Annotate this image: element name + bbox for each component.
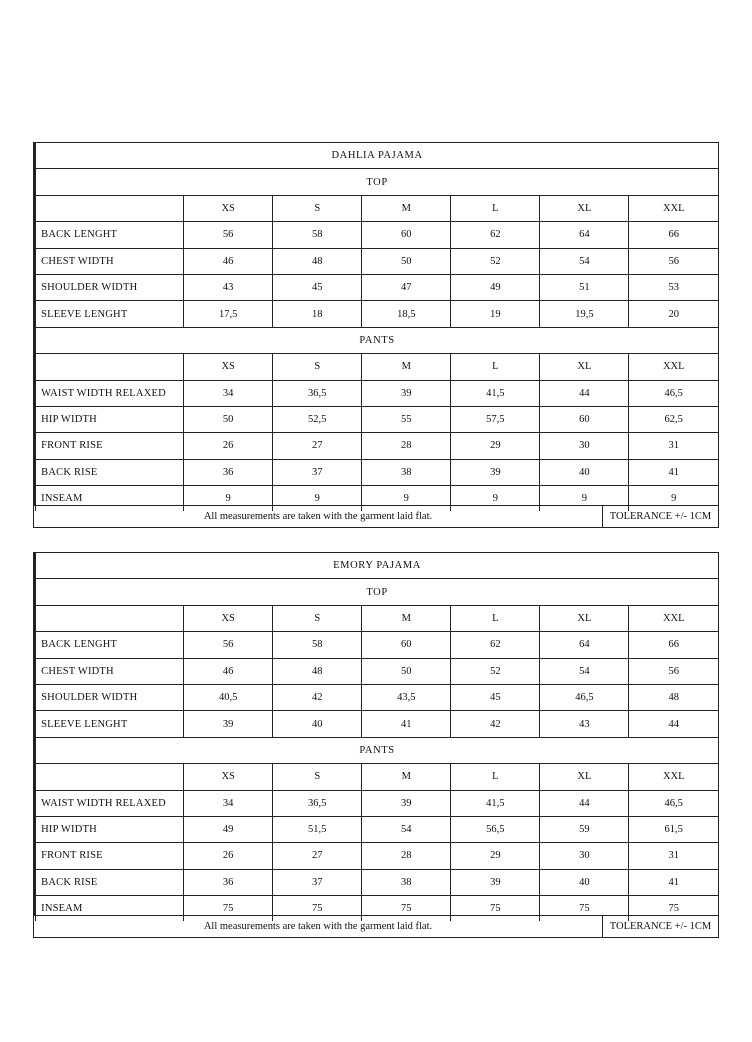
measure-value: 53 bbox=[629, 274, 718, 300]
table-row bbox=[36, 301, 718, 327]
measure-value: 46 bbox=[184, 248, 273, 274]
measure-value: 46,5 bbox=[540, 684, 629, 710]
measure-value: 28 bbox=[362, 843, 451, 869]
size-header-s: S bbox=[273, 605, 362, 631]
table-row bbox=[36, 632, 718, 658]
table-row bbox=[36, 816, 718, 842]
product-photo-dahlia bbox=[34, 143, 35, 505]
measure-value: 41 bbox=[629, 459, 718, 485]
table-row bbox=[36, 459, 718, 485]
measure-value: 58 bbox=[273, 632, 362, 658]
measure-value: 18,5 bbox=[362, 301, 451, 327]
measure-value: 40 bbox=[540, 869, 629, 895]
measure-value: 9 bbox=[451, 486, 540, 512]
measure-value: 66 bbox=[629, 632, 718, 658]
size-header-s: S bbox=[273, 195, 362, 221]
measure-value: 9 bbox=[629, 486, 718, 512]
measure-value: 75 bbox=[540, 896, 629, 922]
table-row bbox=[36, 380, 718, 406]
measure-value: 52 bbox=[451, 658, 540, 684]
size-header-l: L bbox=[451, 764, 540, 790]
size-header-xl: XL bbox=[540, 354, 629, 380]
measure-value: 39 bbox=[451, 459, 540, 485]
size-header-l: L bbox=[451, 354, 540, 380]
measure-value: 56 bbox=[629, 248, 718, 274]
measure-value: 29 bbox=[451, 433, 540, 459]
measure-value: 52,5 bbox=[273, 406, 362, 432]
product-photo-emory bbox=[34, 553, 35, 915]
footer-note: All measurements are taken with the garment laid flat. bbox=[203, 921, 433, 933]
measure-label: HIP WIDTH bbox=[36, 406, 184, 432]
measure-label: BACK RISE bbox=[36, 459, 184, 485]
table-row-section bbox=[36, 579, 718, 605]
measure-value: 51 bbox=[540, 274, 629, 300]
measure-label: BACK RISE bbox=[36, 869, 184, 895]
size-header-xl: XL bbox=[540, 764, 629, 790]
measure-value: 75 bbox=[273, 896, 362, 922]
measure-value: 52 bbox=[451, 248, 540, 274]
table-row-section bbox=[36, 327, 718, 353]
measure-value: 50 bbox=[362, 248, 451, 274]
table-row-size-header bbox=[36, 195, 718, 221]
measure-value: 48 bbox=[273, 658, 362, 684]
measure-value: 34 bbox=[184, 380, 273, 406]
measure-value: 39 bbox=[362, 790, 451, 816]
measure-value: 40,5 bbox=[184, 684, 273, 710]
measure-value: 47 bbox=[362, 274, 451, 300]
footer-row bbox=[34, 505, 718, 527]
spec-block-dahlia bbox=[33, 142, 719, 528]
measure-label: BACK LENGHT bbox=[36, 222, 184, 248]
spec-block-emory bbox=[33, 552, 719, 938]
measure-value: 36,5 bbox=[273, 380, 362, 406]
section-title-top: TOP bbox=[36, 579, 718, 605]
measure-value: 39 bbox=[184, 711, 273, 737]
empty-corner bbox=[36, 354, 184, 380]
section-title-pants: PANTS bbox=[36, 327, 718, 353]
size-header-xxl: XXL bbox=[629, 195, 718, 221]
measure-label: FRONT RISE bbox=[36, 843, 184, 869]
size-header-s: S bbox=[273, 764, 362, 790]
footer-note: All measurements are taken with the garment laid flat. bbox=[203, 511, 433, 523]
measure-value: 61,5 bbox=[629, 816, 718, 842]
measure-value: 19,5 bbox=[540, 301, 629, 327]
size-header-xs: XS bbox=[184, 195, 273, 221]
measure-value: 55 bbox=[362, 406, 451, 432]
measure-value: 75 bbox=[451, 896, 540, 922]
measure-value: 27 bbox=[273, 433, 362, 459]
measure-value: 31 bbox=[629, 433, 718, 459]
table-row bbox=[36, 869, 718, 895]
measure-value: 58 bbox=[273, 222, 362, 248]
table-row-section bbox=[36, 737, 718, 763]
measure-value: 37 bbox=[273, 459, 362, 485]
measure-value: 45 bbox=[273, 274, 362, 300]
block-title: EMORY PAJAMA bbox=[36, 553, 718, 579]
footer-row bbox=[34, 915, 718, 937]
tolerance-note: TOLERANCE +/- 1CM bbox=[602, 506, 718, 527]
measure-value: 44 bbox=[540, 790, 629, 816]
measure-value: 42 bbox=[451, 711, 540, 737]
measure-label: WAIST WIDTH RELAXED bbox=[36, 790, 184, 816]
measure-value: 41,5 bbox=[451, 790, 540, 816]
measure-value: 29 bbox=[451, 843, 540, 869]
table-row bbox=[36, 406, 718, 432]
measure-value: 39 bbox=[362, 380, 451, 406]
measure-label: WAIST WIDTH RELAXED bbox=[36, 380, 184, 406]
measure-value: 39 bbox=[451, 869, 540, 895]
measure-value: 42 bbox=[273, 684, 362, 710]
measure-value: 50 bbox=[184, 406, 273, 432]
size-header-xs: XS bbox=[184, 764, 273, 790]
measure-value: 36,5 bbox=[273, 790, 362, 816]
table-row-section bbox=[36, 169, 718, 195]
table-row bbox=[36, 658, 718, 684]
measure-value: 75 bbox=[184, 896, 273, 922]
size-header-l: L bbox=[451, 195, 540, 221]
measure-value: 64 bbox=[540, 632, 629, 658]
measure-value: 75 bbox=[362, 896, 451, 922]
section-title-pants: PANTS bbox=[36, 737, 718, 763]
measure-label: CHEST WIDTH bbox=[36, 658, 184, 684]
table-row-size-header bbox=[36, 354, 718, 380]
empty-corner bbox=[36, 195, 184, 221]
measure-label: CHEST WIDTH bbox=[36, 248, 184, 274]
measure-value: 26 bbox=[184, 843, 273, 869]
size-header-xs: XS bbox=[184, 354, 273, 380]
measure-value: 54 bbox=[540, 658, 629, 684]
table-row-size-header bbox=[36, 605, 718, 631]
measure-value: 41,5 bbox=[451, 380, 540, 406]
measure-value: 56 bbox=[184, 632, 273, 658]
measure-value: 56,5 bbox=[451, 816, 540, 842]
measure-label: SHOULDER WIDTH bbox=[36, 684, 184, 710]
measure-value: 46,5 bbox=[629, 790, 718, 816]
table-row-size-header bbox=[36, 764, 718, 790]
table-row bbox=[36, 222, 718, 248]
measure-value: 37 bbox=[273, 869, 362, 895]
tolerance-note: TOLERANCE +/- 1CM bbox=[602, 916, 718, 937]
table-row-title bbox=[36, 553, 718, 579]
measure-value: 60 bbox=[362, 632, 451, 658]
measure-value: 34 bbox=[184, 790, 273, 816]
measure-value: 45 bbox=[451, 684, 540, 710]
measure-value: 64 bbox=[540, 222, 629, 248]
measure-value: 57,5 bbox=[451, 406, 540, 432]
measure-value: 43 bbox=[540, 711, 629, 737]
measure-value: 41 bbox=[362, 711, 451, 737]
size-header-m: M bbox=[362, 354, 451, 380]
measure-value: 62 bbox=[451, 222, 540, 248]
measure-label: FRONT RISE bbox=[36, 433, 184, 459]
measure-value: 60 bbox=[362, 222, 451, 248]
measure-value: 9 bbox=[273, 486, 362, 512]
measure-value: 46 bbox=[184, 658, 273, 684]
measurement-table-emory bbox=[35, 553, 718, 915]
measure-value: 56 bbox=[629, 658, 718, 684]
measure-value: 20 bbox=[629, 301, 718, 327]
size-header-xxl: XXL bbox=[629, 764, 718, 790]
size-header-m: M bbox=[362, 605, 451, 631]
size-header-xl: XL bbox=[540, 195, 629, 221]
measure-label: SLEEVE LENGHT bbox=[36, 301, 184, 327]
measure-label: HIP WIDTH bbox=[36, 816, 184, 842]
measure-value: 49 bbox=[451, 274, 540, 300]
measure-value: 31 bbox=[629, 843, 718, 869]
measure-label: INSEAM bbox=[36, 896, 184, 922]
table-row bbox=[36, 843, 718, 869]
measure-value: 44 bbox=[629, 711, 718, 737]
measure-value: 43 bbox=[184, 274, 273, 300]
block-title: DAHLIA PAJAMA bbox=[36, 143, 718, 169]
size-header-m: M bbox=[362, 195, 451, 221]
size-header-s: S bbox=[273, 354, 362, 380]
table-row bbox=[36, 433, 718, 459]
size-header-xxl: XXL bbox=[629, 605, 718, 631]
block-body bbox=[34, 553, 718, 915]
measurement-table-dahlia bbox=[35, 143, 718, 505]
measure-value: 9 bbox=[362, 486, 451, 512]
measure-value: 28 bbox=[362, 433, 451, 459]
measure-value: 40 bbox=[540, 459, 629, 485]
block-body bbox=[34, 143, 718, 505]
measure-value: 40 bbox=[273, 711, 362, 737]
measure-label: INSEAM bbox=[36, 486, 184, 512]
measure-value: 38 bbox=[362, 459, 451, 485]
empty-corner bbox=[36, 605, 184, 631]
size-header-m: M bbox=[362, 764, 451, 790]
size-header-l: L bbox=[451, 605, 540, 631]
measure-label: BACK LENGHT bbox=[36, 632, 184, 658]
size-table bbox=[35, 553, 718, 921]
table-row-title bbox=[36, 143, 718, 169]
measure-value: 38 bbox=[362, 869, 451, 895]
size-header-xxl: XXL bbox=[629, 354, 718, 380]
measure-value: 41 bbox=[629, 869, 718, 895]
measure-value: 50 bbox=[362, 658, 451, 684]
measure-label: SLEEVE LENGHT bbox=[36, 711, 184, 737]
table-row bbox=[36, 248, 718, 274]
measure-value: 51,5 bbox=[273, 816, 362, 842]
measure-value: 75 bbox=[629, 896, 718, 922]
measure-value: 27 bbox=[273, 843, 362, 869]
measure-value: 44 bbox=[540, 380, 629, 406]
measure-value: 36 bbox=[184, 869, 273, 895]
measure-value: 62,5 bbox=[629, 406, 718, 432]
table-row bbox=[36, 790, 718, 816]
measure-value: 9 bbox=[540, 486, 629, 512]
measure-value: 26 bbox=[184, 433, 273, 459]
measure-value: 54 bbox=[362, 816, 451, 842]
measure-value: 17,5 bbox=[184, 301, 273, 327]
measure-value: 48 bbox=[629, 684, 718, 710]
table-row bbox=[36, 684, 718, 710]
measure-value: 18 bbox=[273, 301, 362, 327]
measure-value: 59 bbox=[540, 816, 629, 842]
table-row bbox=[36, 274, 718, 300]
measure-value: 49 bbox=[184, 816, 273, 842]
section-title-top: TOP bbox=[36, 169, 718, 195]
measure-value: 46,5 bbox=[629, 380, 718, 406]
measure-value: 54 bbox=[540, 248, 629, 274]
measure-value: 62 bbox=[451, 632, 540, 658]
measure-value: 19 bbox=[451, 301, 540, 327]
size-header-xl: XL bbox=[540, 605, 629, 631]
measure-value: 56 bbox=[184, 222, 273, 248]
size-header-xs: XS bbox=[184, 605, 273, 631]
measure-label: SHOULDER WIDTH bbox=[36, 274, 184, 300]
measure-value: 43,5 bbox=[362, 684, 451, 710]
measure-value: 48 bbox=[273, 248, 362, 274]
size-table bbox=[35, 143, 718, 511]
measure-value: 36 bbox=[184, 459, 273, 485]
measure-value: 60 bbox=[540, 406, 629, 432]
measure-value: 30 bbox=[540, 433, 629, 459]
measure-value: 66 bbox=[629, 222, 718, 248]
empty-corner bbox=[36, 764, 184, 790]
table-row bbox=[36, 711, 718, 737]
measure-value: 30 bbox=[540, 843, 629, 869]
measure-value: 9 bbox=[184, 486, 273, 512]
